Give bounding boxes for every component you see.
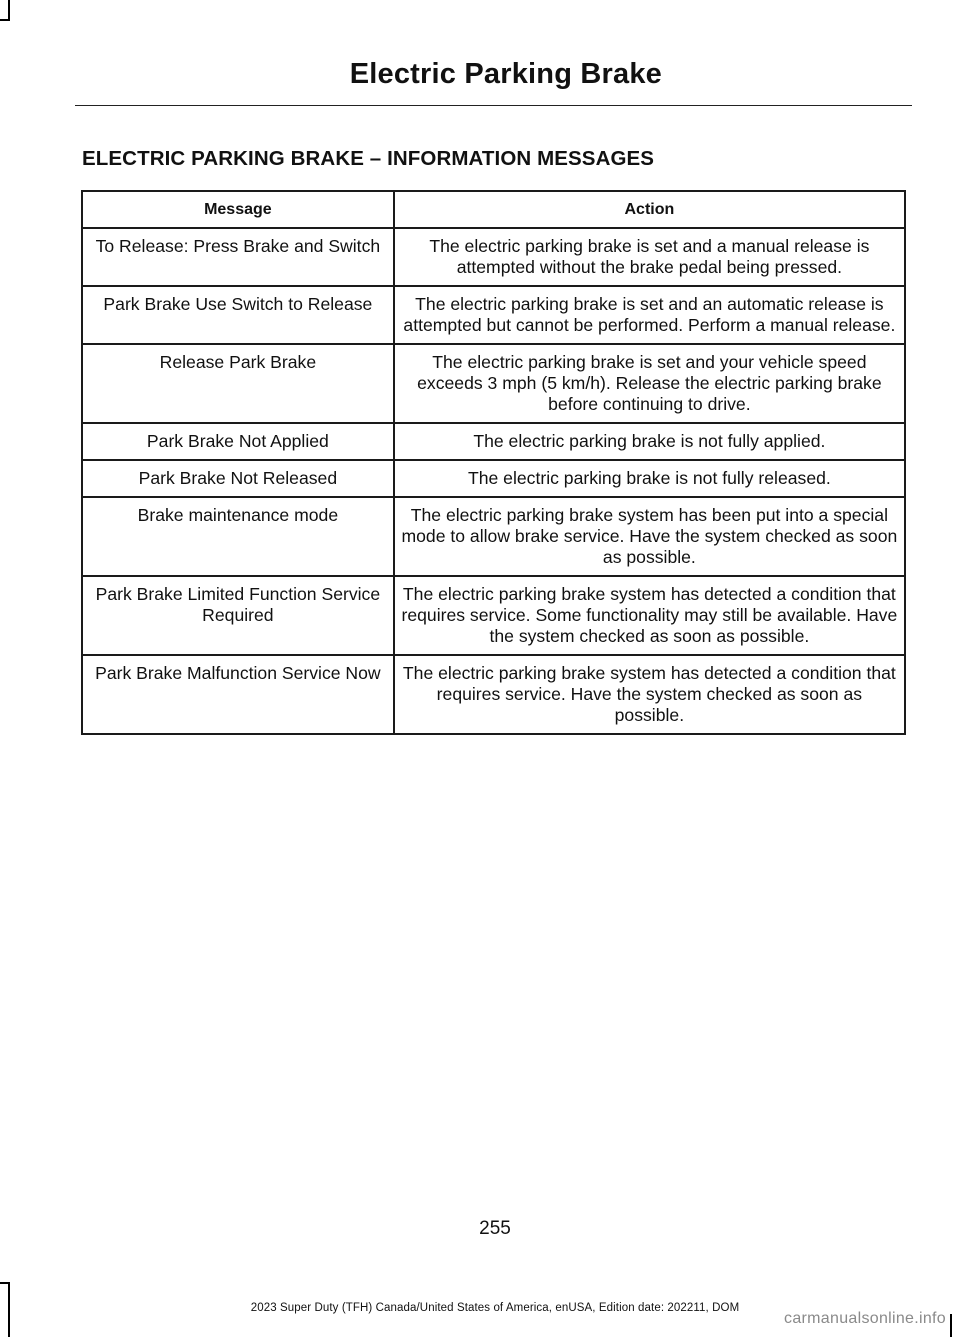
table-row [82,344,905,423]
action-cell: The electric parking brake is not fully applied. [394,423,905,460]
action-cell: The electric parking brake is set and a manual release is attempted without the brake pedal being pressed. [394,228,905,286]
message-cell: Release Park Brake [82,344,394,423]
page-header-title: Electric Parking Brake [349,58,662,90]
message-cell: Park Brake Limited Function Service Required [82,576,394,655]
table-header-row [82,191,905,228]
table-row [82,423,905,460]
table-row [82,460,905,497]
column-header-message: Message [82,191,394,228]
crop-mark-bottom-left-h [0,1282,10,1284]
header-rule [75,105,912,106]
table-row [82,228,905,286]
action-cell: The electric parking brake is not fully released. [394,460,905,497]
column-header-action: Action [394,191,905,228]
message-cell: To Release: Press Brake and Switch [82,228,394,286]
action-cell: The electric parking brake system has detected a condition that requires service. Have the system checked as soon as possible. [394,655,905,734]
crop-mark-top-left [8,0,10,20]
page-number: 255 [479,1218,511,1239]
edition-footer: 2023 Super Duty (TFH) Canada/United States of America, enUSA, Edition date: 202211, DOM [250,1302,740,1314]
table-row [82,655,905,734]
message-cell: Brake maintenance mode [82,497,394,576]
crop-mark-bottom-right [950,1314,952,1337]
message-cell: Park Brake Not Released [82,460,394,497]
action-cell: The electric parking brake system has detected a condition that requires service. Some functionality may still be available. Have the system checked as soon as possible. [394,576,905,655]
message-cell: Park Brake Use Switch to Release [82,286,394,344]
action-cell: The electric parking brake system has been put into a special mode to allow brake service. Have the system checked as soon as possible. [394,497,905,576]
section-title: ELECTRIC PARKING BRAKE – INFORMATION MESSAGES [82,147,655,170]
message-cell: Park Brake Not Applied [82,423,394,460]
table-row [82,286,905,344]
action-cell: The electric parking brake is set and your vehicle speed exceeds 3 mph (5 km/h). Release the electric parking brake before continuing to drive. [394,344,905,423]
watermark-text: carmanualsonline.info [784,1310,946,1327]
crop-mark-top-left-h [0,19,10,21]
action-cell: The electric parking brake is set and an automatic release is attempted but cannot be performed. Perform a manual release. [394,286,905,344]
table-row [82,576,905,655]
table-row [82,497,905,576]
information-messages-table [81,190,906,735]
message-cell: Park Brake Malfunction Service Now [82,655,394,734]
